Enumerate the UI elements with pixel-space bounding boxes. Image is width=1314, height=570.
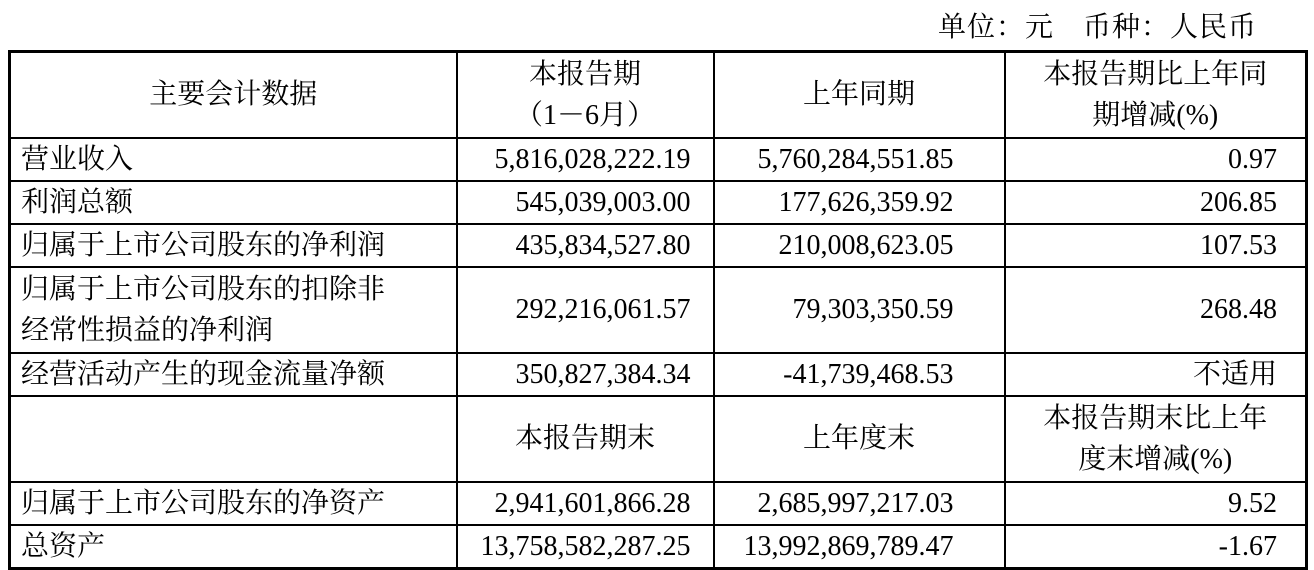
current-period-value: 13,758,582,287.25 <box>457 525 714 569</box>
mid-header-empty-cell <box>10 396 457 482</box>
table-row-operating-revenue <box>10 138 1307 181</box>
table-row-net-assets-attributable <box>10 482 1307 525</box>
table-row-operating-cash-flow <box>10 353 1307 396</box>
current-period-value: 435,834,527.80 <box>457 224 714 267</box>
current-period-value: 292,216,061.57 <box>457 267 714 353</box>
change-value: 0.97 <box>1005 138 1307 181</box>
prior-period-value: 5,760,284,551.85 <box>714 138 1005 181</box>
header-period-change-line1: 本报告期比上年同 <box>1043 58 1268 90</box>
header-period-end: 本报告期末 <box>457 396 714 482</box>
row-label: 营业收入 <box>10 138 457 181</box>
prior-period-value: 210,008,623.05 <box>714 224 1005 267</box>
row-label: 利润总额 <box>10 181 457 224</box>
table-mid-header-row <box>10 396 1307 482</box>
change-value: 9.52 <box>1005 482 1307 525</box>
header-prior-period: 上年同期 <box>714 52 1005 138</box>
header-current-period-line2: （1－6月） <box>514 99 655 131</box>
header-period-change-line2: 期增减(%) <box>1092 99 1219 131</box>
unit-currency-note: 单位：元 币种：人民币 <box>937 12 1257 43</box>
row-label: 经营活动产生的现金流量净额 <box>10 353 457 396</box>
header-period-end-change-line1: 本报告期末比上年 <box>1043 402 1268 434</box>
change-value: 206.85 <box>1005 181 1307 224</box>
current-period-value: 350,827,384.34 <box>457 353 714 396</box>
row-label <box>10 267 457 353</box>
current-period-value: 5,816,028,222.19 <box>457 138 714 181</box>
header-period-end-change-line2: 度末增减(%) <box>1078 443 1233 475</box>
change-value: 不适用 <box>1005 353 1307 396</box>
row-label-line2: 经常性损益的净利润 <box>21 314 274 346</box>
prior-period-value: -41,739,468.53 <box>714 353 1005 396</box>
table-row-total-profit <box>10 181 1307 224</box>
change-value: -1.67 <box>1005 525 1307 569</box>
header-current-period-line1: 本报告期 <box>528 58 641 90</box>
row-label: 总资产 <box>10 525 457 569</box>
prior-period-value: 177,626,359.92 <box>714 181 1005 224</box>
row-label: 归属于上市公司股东的净资产 <box>10 482 457 525</box>
header-period-end-change <box>1005 396 1307 482</box>
header-prior-year-end: 上年度末 <box>714 396 1005 482</box>
header-period-change <box>1005 52 1307 138</box>
row-label: 归属于上市公司股东的净利润 <box>10 224 457 267</box>
prior-period-value: 2,685,997,217.03 <box>714 482 1005 525</box>
key-financials-table <box>8 50 1308 570</box>
prior-period-value: 79,303,350.59 <box>714 267 1005 353</box>
table-header-row <box>10 52 1307 138</box>
prior-period-value: 13,992,869,789.47 <box>714 525 1005 569</box>
change-value: 268.48 <box>1005 267 1307 353</box>
header-main-metrics: 主要会计数据 <box>10 52 457 138</box>
current-period-value: 2,941,601,866.28 <box>457 482 714 525</box>
header-current-period <box>457 52 714 138</box>
table-row-net-profit-excl-nonrecurring <box>10 267 1307 353</box>
table-row-total-assets <box>10 525 1307 569</box>
change-value: 107.53 <box>1005 224 1307 267</box>
row-label-line1: 归属于上市公司股东的扣除非 <box>21 273 386 305</box>
table-row-net-profit-attributable <box>10 224 1307 267</box>
current-period-value: 545,039,003.00 <box>457 181 714 224</box>
